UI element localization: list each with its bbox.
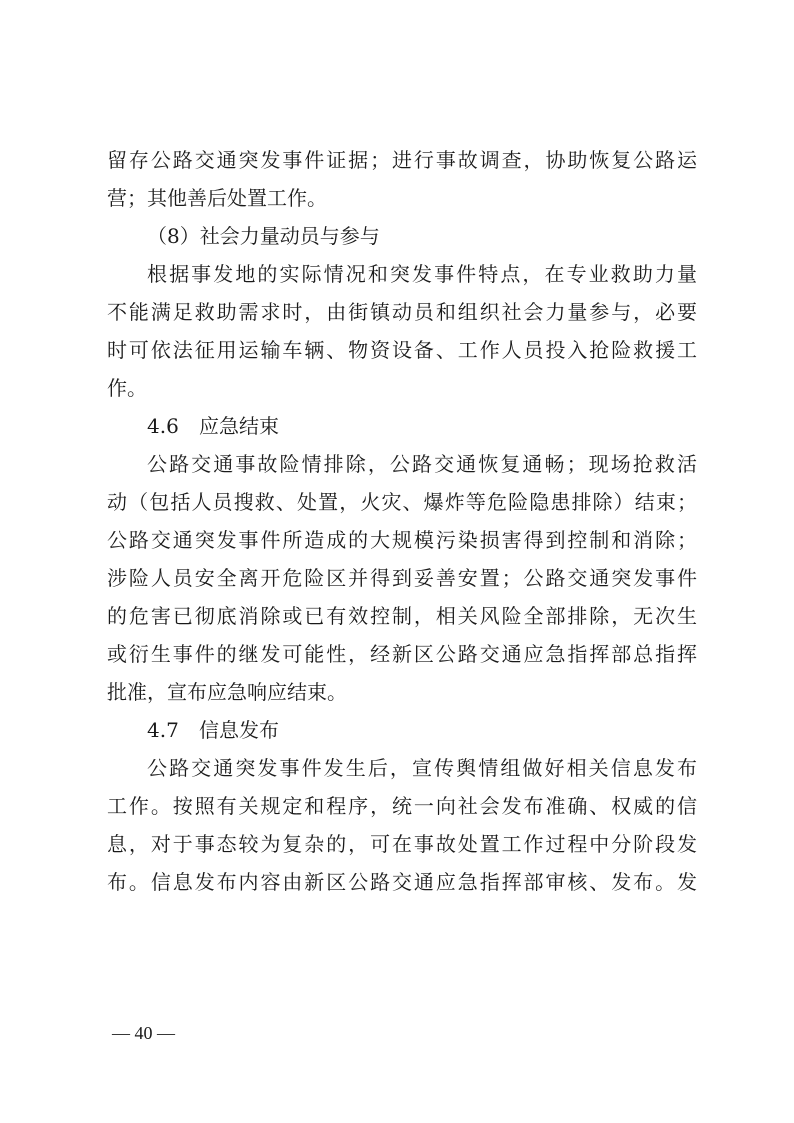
text-line: 作。 [107, 376, 147, 400]
text-line: 的危害已彻底消除或已有效控制，相关风险全部排除，无次生 [107, 604, 697, 628]
text-line: 公路交通事故险情排除，公路交通恢复通畅；现场抢救活 [147, 452, 697, 476]
heading-number: 4.6 [147, 414, 179, 438]
text-line: 动（包括人员搜救、处置，火灾、爆炸等危险隐患排除）结束； [107, 490, 697, 514]
heading-number: 4.7 [147, 718, 179, 742]
heading-title: 信息发布 [199, 718, 279, 742]
section-heading-4-7 [107, 711, 697, 749]
text-line: 留存公路交通突发事件证据；进行事故调查，协助恢复公路运 [107, 148, 697, 172]
text-line: 公路交通突发事件所造成的大规模污染损害得到控制和消除； [107, 528, 697, 552]
text-line: 不能满足救助需求时，由街镇动员和组织社会力量参与，必要 [107, 300, 697, 324]
body-text [107, 141, 697, 901]
text-line: 营；其他善后处置工作。 [107, 186, 327, 210]
text-line: 根据事发地的实际情况和突发事件特点，在专业救助力量 [147, 262, 697, 286]
text-line: 工作。按照有关规定和程序，统一向社会发布准确、权威的信 [107, 794, 697, 818]
text-line: 涉险人员安全离开危险区并得到妥善安置；公路交通突发事件 [107, 566, 697, 590]
heading-title: 应急结束 [199, 414, 279, 438]
text-line: 息，对于事态较为复杂的，可在事故处置工作过程中分阶段发 [107, 832, 697, 856]
text-line: 布。信息发布内容由新区公路交通应急指挥部审核、发布。发 [107, 870, 697, 894]
text-line: 或衍生事件的继发可能性，经新区公路交通应急指挥部总指挥 [107, 642, 697, 666]
text-line: 时可依法征用运输车辆、物资设备、工作人员投入抢险救援工 [107, 338, 697, 362]
section-heading-8: （8）社会力量动员与参与 [147, 224, 380, 248]
text-line: 公路交通突发事件发生后，宣传舆情组做好相关信息发布 [147, 756, 697, 780]
section-heading-4-6 [107, 407, 697, 445]
page-number: — 40 — [112, 1023, 175, 1043]
text-line: 批准，宣布应急响应结束。 [107, 680, 347, 704]
